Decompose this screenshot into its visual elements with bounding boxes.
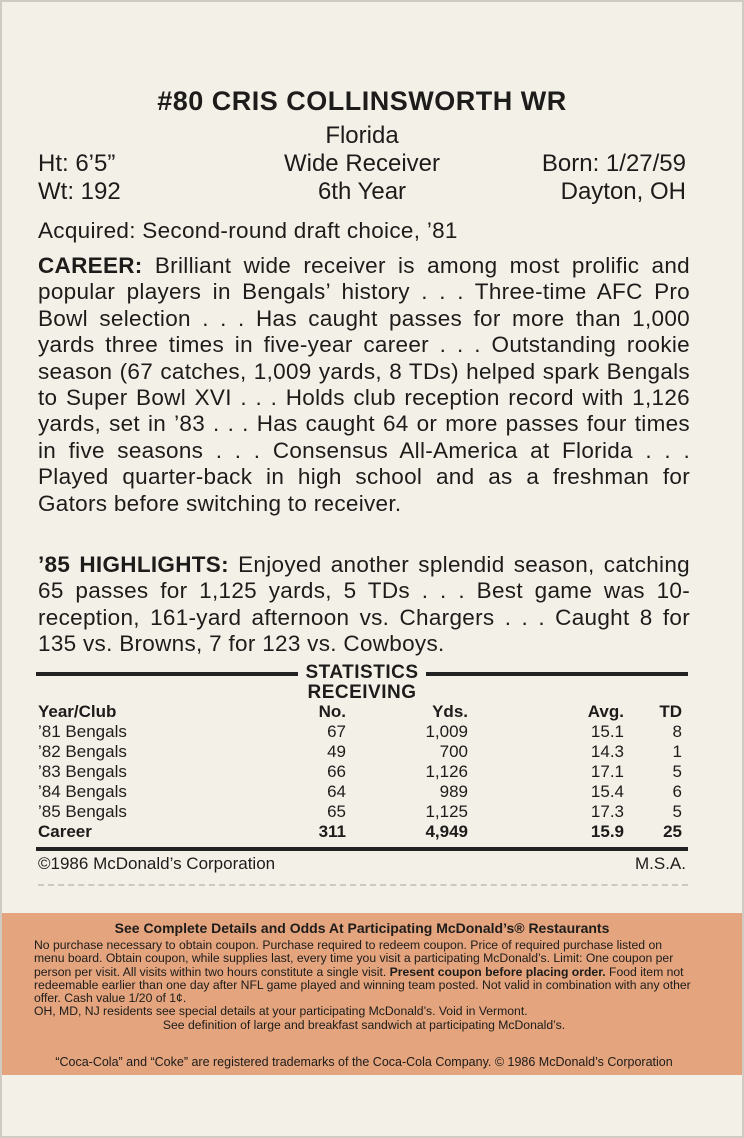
cell-avg: 15.4 [590,782,624,801]
header-no: No. [318,702,346,721]
table-career-row [38,822,688,842]
promo-present-coupon-text: Present coupon before placing order. [386,964,606,979]
cell-career-yds: 4,949 [425,822,468,841]
cell-avg: 17.3 [590,802,624,821]
career-label: CAREER: [38,253,143,278]
header-yds: Yds. [432,702,468,721]
cell-career-td: 25 [663,822,682,841]
stats-subtitle: RECEIVING [307,682,417,703]
perforation-line [38,884,688,886]
cell-td: 1 [672,742,682,761]
cell-year-club: ’84 Bengals [38,782,127,801]
cell-td: 8 [672,722,682,741]
cell-year-club: ’85 Bengals [38,802,127,821]
table-header-row [38,702,688,722]
player-born: Born: 1/27/59 [541,150,686,177]
highlights-paragraph [38,552,690,658]
cell-year-club: ’81 Bengals [38,722,127,741]
highlights-text: Enjoyed another splendid season, catching 65 passes for 1,125 yards, 5 TDs . . . Best game was 10-reception, 161-yard afternoon vs. Chargers . . . Caught 8 for 135 vs. Browns, 7 for 123 vs. Cowboys. [38,552,690,657]
promo-terms-text: Food item not redeemable earlier than one day after NFL game played and winning team posted. Not valid in combination with any other offer. Cash value 1/20 of 1¢. [34,964,691,1006]
cell-avg: 17.1 [590,762,624,781]
promo-heading: See Complete Details and Odds At Participating McDonald’s® Restaurants [114,920,610,936]
printer-mark: M.S.A. [634,854,686,873]
header-td: TD [659,702,682,721]
cell-td: 5 [672,762,682,781]
stats-bottom-rule [36,847,688,851]
cell-no: 66 [327,762,346,781]
highlights-label: ’85 HIGHLIGHTS: [38,552,229,577]
cell-yds: 1,126 [425,762,468,781]
career-text: Brilliant wide receiver is among most prolific and popular players in Bengals’ history . . . Three-time AFC Pro Bowl selection . . . Has caught passes for more than 1,000 yards three times in five-year career . . . Outstanding rookie season (67 catches, 1,009 yards, 8 TDs) helped spark Bengals to Super Bowl XVI . . . Holds club reception record with 1,126 yards, set in ’83 . . . Has caught 64 or more passes four times in five seasons . . . Consensus All-America at Florida . . . Played quarter-back in high school and as a freshman for Gators before switching to receiver. [38,253,690,516]
cell-td: 5 [672,802,682,821]
table-row [38,802,688,822]
promo-rules-text: No purchase necessary to obtain coupon. Purchase required to redeem coupon. Price of required purchase listed on menu board. Obtain coupon, while supplies last, every time you visit a participating McDonald’s. Limit: One coupon per person per visit. All visits within two hours constitute a single visit. [34,938,674,979]
cell-yds: 700 [439,742,468,761]
cell-avg: 14.3 [590,742,624,761]
player-hometown: Dayton, OH [560,178,686,205]
player-acquired: Acquired: Second-round draft choice, ’81 [38,218,458,243]
cell-yds: 989 [439,782,468,801]
table-row [38,782,688,802]
player-title: #80 CRIS COLLINSWORTH WR [157,86,567,116]
table-row [38,722,688,742]
cell-avg: 15.1 [590,722,624,741]
table-row [38,742,688,762]
promo-paragraph-2: OH, MD, NJ residents see special details at your participating McDonald’s. Void in Vermont. [34,1004,528,1019]
cell-yds: 1,009 [425,722,468,741]
cell-no: 65 [327,802,346,821]
cell-career-label: Career [38,822,92,841]
player-weight: Wt: 192 [38,178,121,205]
player-experience: 6th Year [317,178,407,205]
receiving-stats-table [38,702,688,842]
cell-no: 49 [327,742,346,761]
stats-title: STATISTICS [305,662,419,683]
promo-coupon-panel [2,913,742,1075]
cell-no: 64 [327,782,346,801]
cell-career-no: 311 [318,822,346,841]
player-height: Ht: 6’5” [38,150,116,177]
cell-yds: 1,125 [425,802,468,821]
career-paragraph [38,253,690,517]
promo-paragraph-3: See definition of large and breakfast sandwich at participating McDonald’s. [162,1017,566,1032]
cell-year-club: ’82 Bengals [38,742,127,761]
cell-td: 6 [672,782,682,801]
cell-no: 67 [327,722,346,741]
header-year-club: Year/Club [38,702,117,721]
player-position: Wide Receiver [283,150,441,177]
copyright-text: ©1986 McDonald’s Corporation [38,854,276,873]
player-school: Florida [325,122,399,149]
cell-career-avg: 15.9 [590,822,624,841]
trademark-notice: “Coca-Cola” and “Coke” are registered trademarks of the Coca-Cola Company. © 1986 McDonald’s Corporation [55,1055,673,1069]
cell-year-club: ’83 Bengals [38,762,127,781]
table-row [38,762,688,782]
promo-fine-print [34,939,694,1032]
promo-paragraph-1 [34,939,694,1005]
header-avg: Avg. [587,702,624,721]
